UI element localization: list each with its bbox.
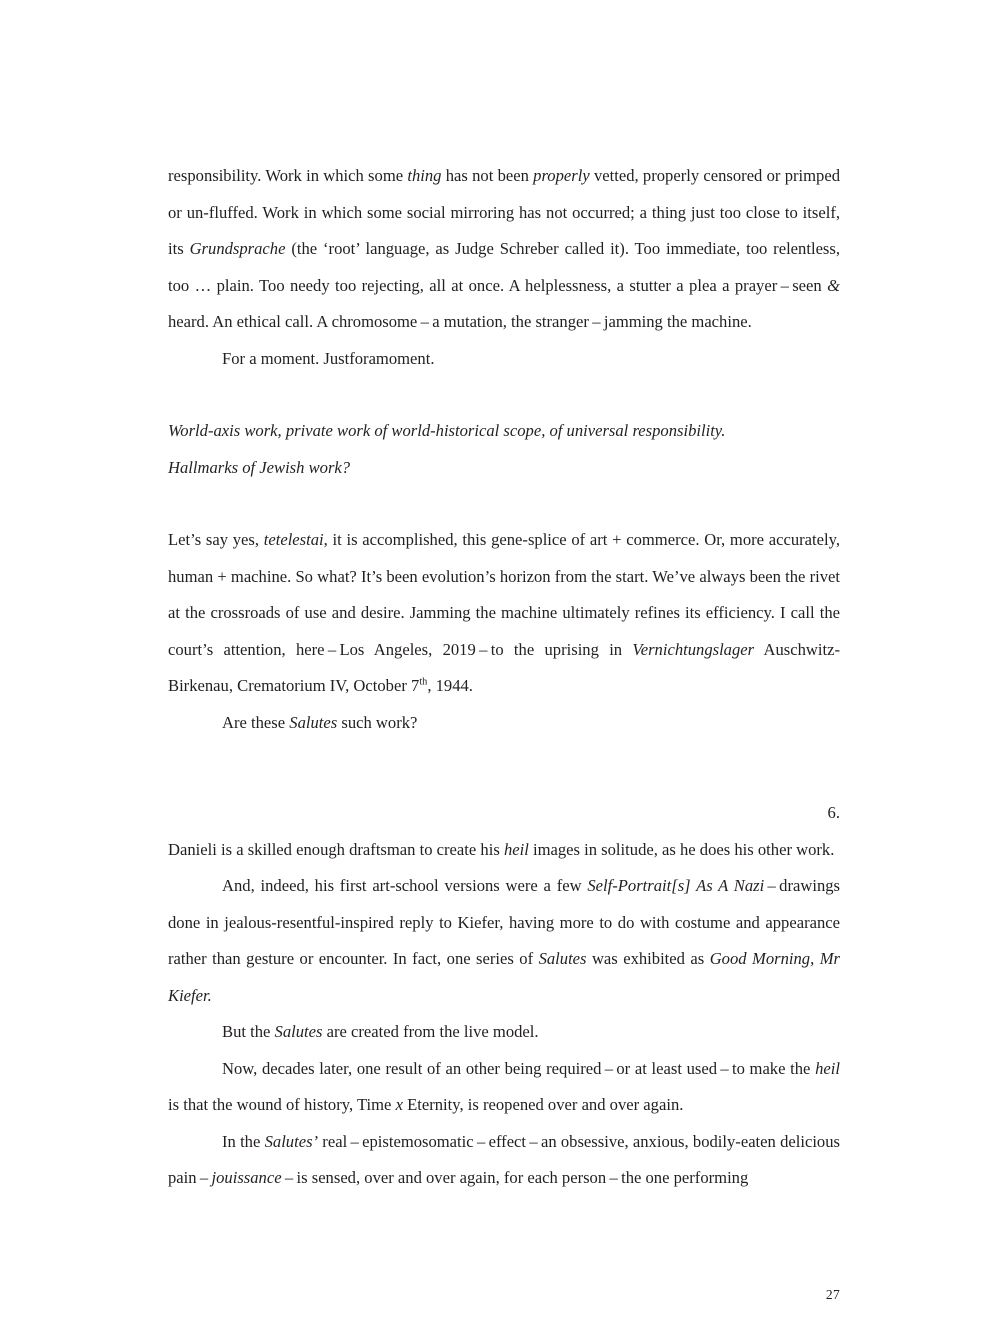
paragraph-8: Now, decades later, one result of an other being required – or at least used – to make the heil is that the wound of history, Time x Eternity, is reopened over and over again. (168, 1058, 840, 1114)
paragraph-4: Are these Salutes such work? (222, 712, 418, 732)
body-text-column (168, 158, 840, 1197)
italic-line-1: World-axis work, private work of world-historical scope, of universal responsibility. (168, 421, 726, 440)
paragraph-3: Let’s say yes, tetelestai, it is accomplished, this gene-splice of art + commerce. Or, more accurately, human + machine. So what? It’s been evolution’s horizon from the start. We’ve always been the rivet at the crossroads of use and desire. Jamming the machine ultimately refines its efficiency. I call the court’s attention, here – Los Angeles, 2019 – to the uprising in Vernichtungslager Auschwitz-Birkenau, Crematorium IV, October 7th, 1944. (168, 530, 840, 695)
paragraph-5: Danieli is a skilled enough draftsman to create his heil images in solitude, as he does his other work. (168, 839, 835, 859)
section-number: 6. (827, 803, 840, 822)
paragraph-2: For a moment. Justforamoment. (222, 348, 435, 368)
paragraph-6: And, indeed, his first art-school versions were a few Self-Portrait[s] As A Nazi – drawings done in jealous-resentful-inspired reply to Kiefer, having more to do with costume and appearance rather than gesture or encounter. In fact, one series of Salutes was exhibited as Good Morning, Mr Kiefer. (168, 876, 840, 1005)
paragraph-spacer-2 (168, 486, 840, 522)
paragraph-7: But the Salutes are created from the live model. (222, 1022, 539, 1041)
paragraph-1: responsibility. Work in which some thing has not been properly vetted, properly censored or primped or un-fluffed. Work in which some social mirroring has not occurred; a thing just too close to itself, its Grundsprache (the ‘root’ language, as Judge Schreber called it). Too immediate, too relentless, too … plain. Too needy too rejecting, all at once. A helplessness, a stutter a plea a prayer – seen & heard. An ethical call. A chromosome – a mutation, the stranger – jamming the machine. (168, 166, 840, 331)
italic-line-2: Hallmarks of Jewish work? (168, 457, 351, 477)
paragraph-spacer (168, 377, 840, 413)
section-spacer (168, 741, 840, 777)
page-number: 27 (825, 1287, 840, 1302)
section-spacer-2 (168, 777, 840, 795)
paragraph-9: In the Salutes’ real – epistemosomatic – effect – an obsessive, anxious, bodily-eaten delicious pain – jouissance – is sensed, over and over again, for each person – the one performing (168, 1131, 840, 1187)
